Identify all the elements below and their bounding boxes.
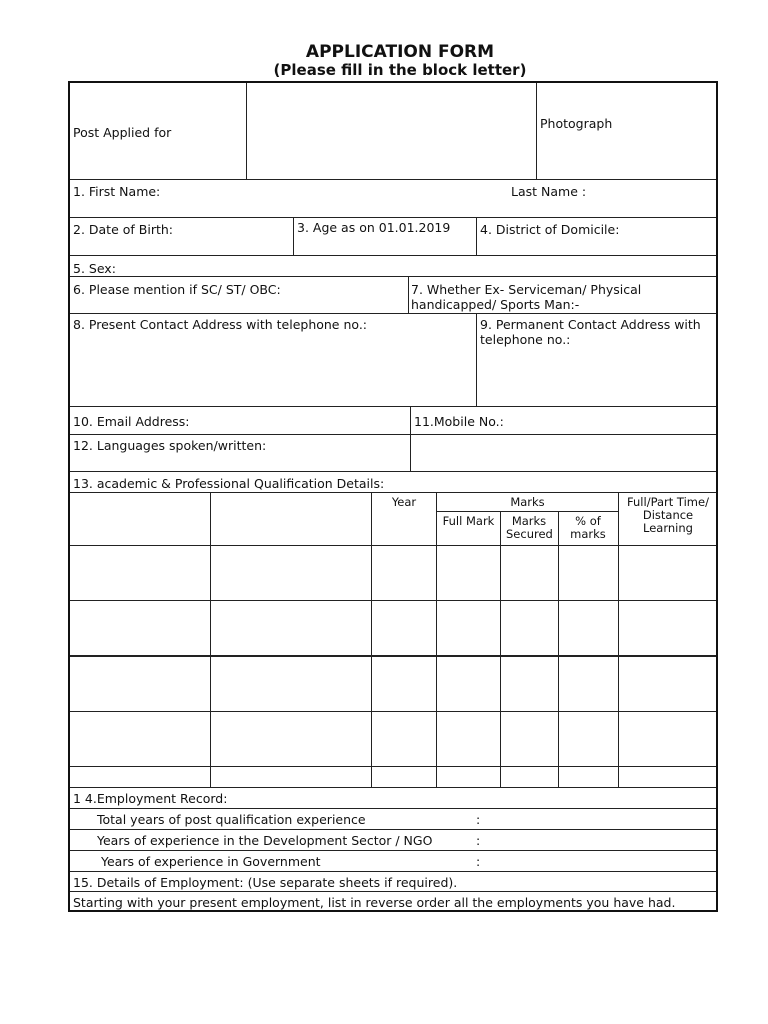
percent-marks-header: % of marks [570, 514, 606, 541]
last-name-label: Last Name : [511, 184, 587, 199]
form-subtitle: (Please fill in the block letter) [273, 61, 527, 79]
age-label: 3. Age as on 01.01.2019 [297, 220, 451, 235]
employment-record-label: 1 4.Employment Record: [73, 791, 228, 806]
mode-header: Full/Part Time/ Distance Learning [627, 495, 709, 535]
ex-serviceman-label-2: handicapped/ Sports Man:- [411, 297, 580, 312]
present-address-label: 8. Present Contact Address with telephone no.: [73, 317, 368, 332]
category-label: 6. Please mention if SC/ ST/ OBC: [73, 282, 281, 297]
employment-details-label: 15. Details of Employment: (Use separate sheets if required). [73, 875, 458, 890]
form-frame [68, 81, 718, 912]
form-title: APPLICATION FORM [305, 42, 495, 62]
sex-label: 5. Sex: [73, 261, 116, 276]
ex-serviceman-label-1: 7. Whether Ex- Serviceman/ Physical [411, 282, 642, 297]
permanent-address-label-2: telephone no.: [480, 332, 571, 347]
permanent-address-label-1: 9. Permanent Contact Address with [480, 317, 701, 332]
govt-years-colon: : [476, 854, 481, 869]
post-applied-label: Post Applied for [73, 125, 172, 140]
languages-label: 12. Languages spoken/written: [73, 438, 267, 453]
full-mark-header: Full Mark [442, 514, 495, 528]
total-years-colon: : [476, 812, 481, 827]
mobile-label: 11.Mobile No.: [414, 414, 504, 429]
district-label: 4. District of Domicile: [480, 222, 620, 237]
govt-years-label: Years of experience in Government [101, 854, 321, 869]
total-years-label: Total years of post qualification experience [97, 812, 366, 827]
email-label: 10. Email Address: [73, 414, 190, 429]
ngo-years-colon: : [476, 833, 481, 848]
qualification-label: 13. academic & Professional Qualification Details: [73, 476, 385, 491]
first-name-label: 1. First Name: [73, 184, 161, 199]
ngo-years-label: Years of experience in the Development Sector / NGO [97, 833, 433, 848]
photograph-box: Photograph [540, 116, 613, 131]
employment-instruction: Starting with your present employment, list in reverse order all the employments you have had. [73, 895, 676, 910]
marks-header: Marks [510, 495, 545, 509]
post-applied-field[interactable] [247, 83, 536, 179]
dob-label: 2. Date of Birth: [73, 222, 173, 237]
year-header: Year [391, 495, 417, 509]
marks-secured-header: Marks Secured [506, 514, 553, 541]
